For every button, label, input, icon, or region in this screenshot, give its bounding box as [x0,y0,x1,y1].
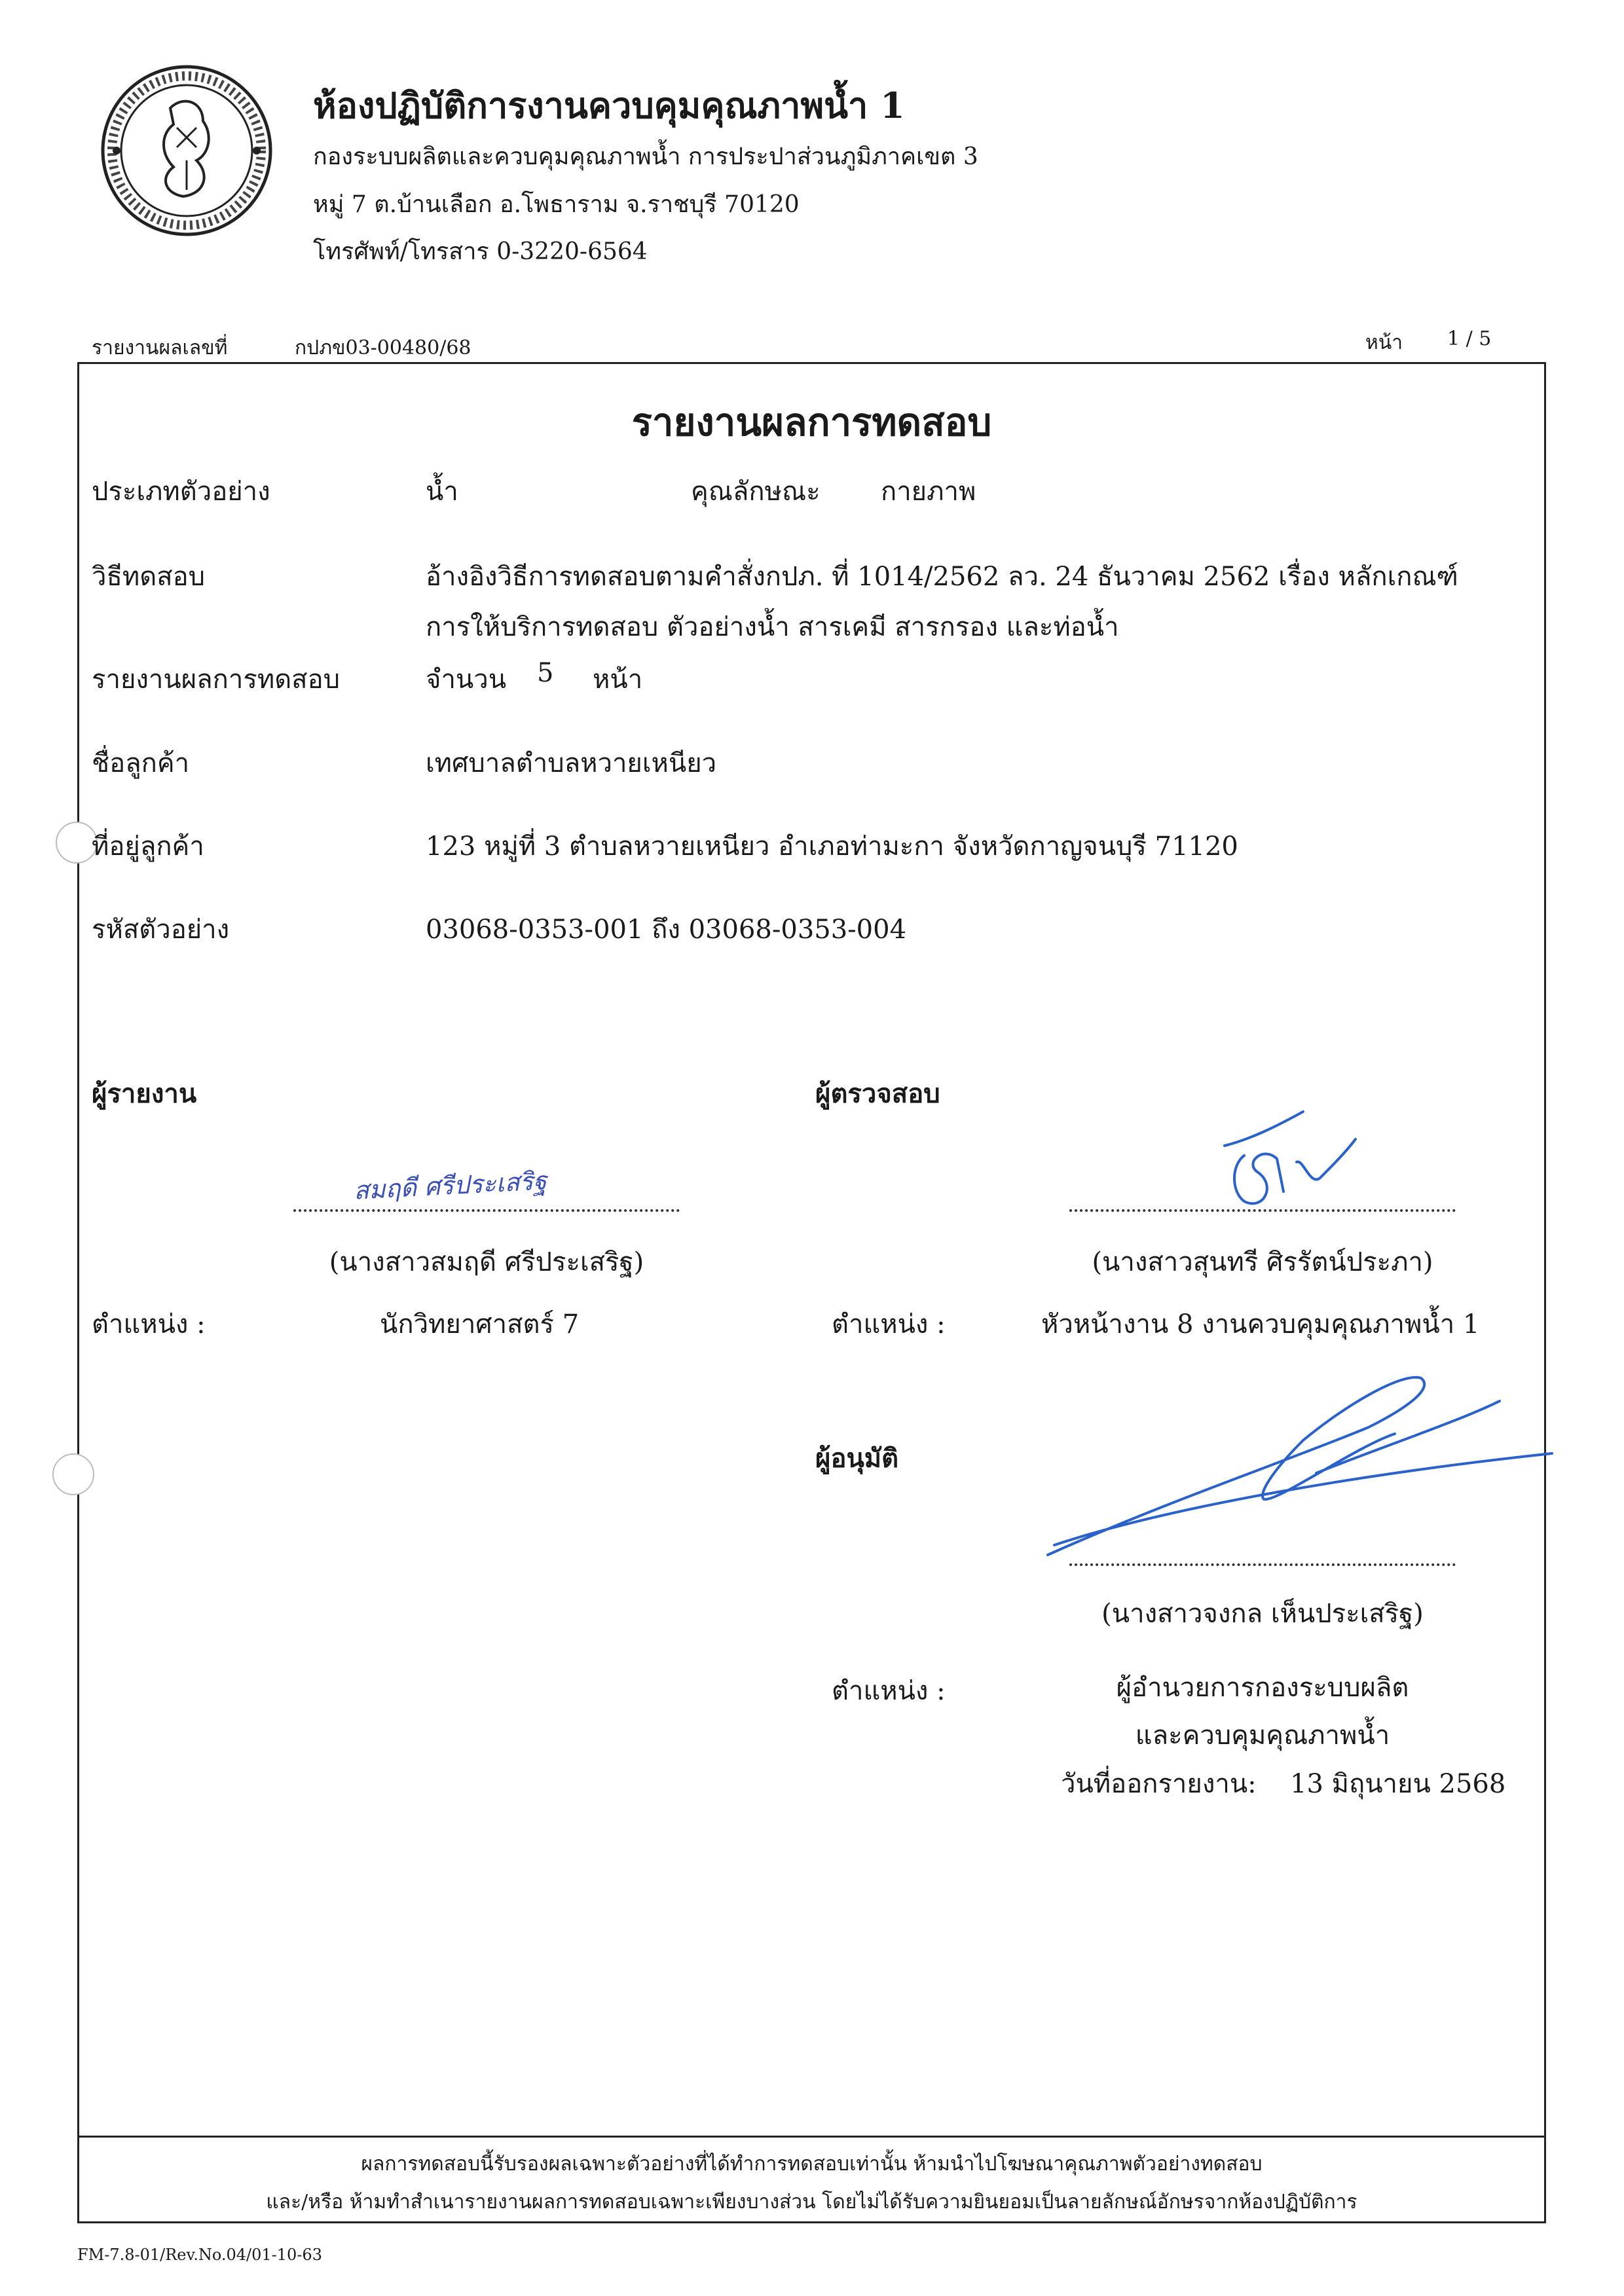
checker-heading: ผู้ตรวจสอบ [815,1078,940,1109]
checker-name: (นางสาวสุนทรี ศิรรัตน์ประภา) [1092,1247,1433,1277]
report-count-value: 5 [537,658,554,688]
customer-value: เทศบาลตำบลหวายเหนียว [426,748,717,778]
sample-code-value: 03068-0353-001 ถึง 03068-0353-004 [426,915,907,945]
customer-address-value: 123 หมู่ที่ 3 ตำบลหวายเหนียว อำเภอท่ามะกา จังหวัดกาญจนบุรี 71120 [426,831,1238,862]
characteristic-label: คุณลักษณะ [691,477,821,507]
checker-signature-line [1069,1209,1456,1212]
approver-position-line-1: ผู้อำนวยการกองระบบผลิต [1116,1673,1409,1703]
checker-position-label: ตำแหน่ง : [832,1309,946,1339]
report-number: กปภข03-00480/68 [295,337,471,359]
characteristic-value: กายภาพ [881,477,976,507]
reporter-signature-line [293,1209,680,1212]
reporter-position: นักวิทยาศาสตร์ 7 [380,1309,580,1339]
method-label: วิธีทดสอบ [92,562,206,592]
method-line-1: อ้างอิงวิธีการทดสอบตามคำสั่งกปภ. ที่ 1014/2562 ลว. 24 ธันวาคม 2562 เรื่อง หลักเกณฑ์ [426,562,1458,592]
lab-name: ห้องปฏิบัติการงานควบคุมคุณภาพน้ำ 1 [313,84,905,126]
issue-date-label: วันที่ออกรายงาน: [1061,1769,1257,1799]
pwa-seal-logo [98,62,275,239]
report-count-label: รายงานผลการทดสอบ [92,665,341,695]
footer-disclaimer-line-1: ผลการทดสอบนี้รับรองผลเฉพาะตัวอย่างที่ได้ทำการทดสอบเท่านั้น ห้ามนำไปโฆษณาคุณภาพตัวอย่างทดสอบ [361,2153,1263,2176]
form-code: FM-7.8-01/Rev.No.04/01-10-63 [77,2246,322,2264]
checker-signature [1205,1106,1375,1220]
approver-position-line-2: และควบคุมคุณภาพน้ำ [1135,1721,1390,1751]
sample-type-label: ประเภทตัวอย่าง [92,477,270,507]
sample-type-value: น้ำ [426,477,458,507]
approver-heading: ผู้อนุมัติ [815,1443,899,1474]
page-label: หน้า [1365,331,1403,354]
issue-date: 13 มิถุนายน 2568 [1290,1769,1506,1799]
customer-label: ชื่อลูกค้า [92,748,190,778]
reporter-signature: สมฤดี ศรีประเสริฐ [353,1166,548,1205]
approver-name: (นางสาวจงกล เห็นประเสริฐ) [1101,1599,1424,1629]
approver-position-label: ตำแหน่ง : [832,1676,946,1706]
report-count-prefix: จำนวน [426,665,507,695]
approver-signature-line [1069,1563,1456,1566]
report-number-label: รายงานผลเลขที่ [92,337,228,359]
page-number: 1 / 5 [1447,327,1492,350]
lab-division: กองระบบผลิตและควบคุมคุณภาพน้ำ การประปาส่วนภูมิภาคเขต 3 [313,143,978,170]
footer-disclaimer-line-2: และ/หรือ ห้ามทำสำเนารายงานผลการทดสอบเฉพาะเพียงบางส่วน โดยไม่ได้รับความยินยอมเป็นลายลักษณ์อักษรจากห้องปฏิบัติการ [266,2191,1357,2214]
method-line-2: การให้บริการทดสอบ ตัวอย่างน้ำ สารเคมี สารกรอง และท่อน้ำ [426,612,1119,642]
reporter-name: (นางสาวสมฤดี ศรีประเสริฐ) [329,1247,644,1277]
report-title: รายงานผลการทดสอบ [631,400,992,445]
report-count-unit: หน้า [593,665,643,695]
lab-phone: โทรศัพท์/โทรสาร 0-3220-6564 [313,238,648,265]
reporter-heading: ผู้รายงาน [92,1078,197,1109]
lab-address: หมู่ 7 ต.บ้านเลือก อ.โพธาราม จ.ราชบุรี 70120 [313,191,800,218]
reporter-position-label: ตำแหน่ง : [92,1309,206,1339]
approver-signature [1041,1368,1559,1567]
footer-divider [77,2136,1546,2138]
punch-hole-bottom [52,1453,94,1495]
customer-address-label: ที่อยู่ลูกค้า [92,831,204,862]
sample-code-label: รหัสตัวอย่าง [92,915,230,945]
checker-position: หัวหน้างาน 8 งานควบคุมคุณภาพน้ำ 1 [1041,1309,1480,1339]
